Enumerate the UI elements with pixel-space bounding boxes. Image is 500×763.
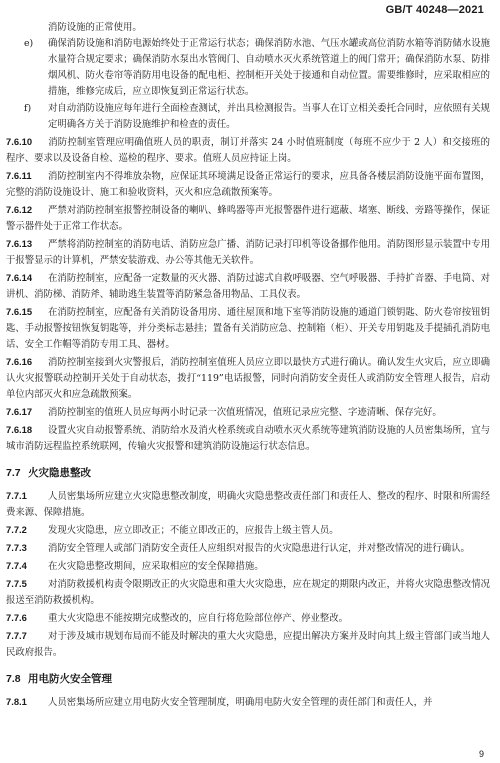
clause-text: 消防控制室的值班人员应每两小时记录一次值班情况，值班记录应完整、字迹清晰、保存完好。 xyxy=(48,407,442,418)
subitem-text: 对自动消防设施应每年进行全面检查测试，并出具检测报告。当事人在订立相关委托合同时，应依照有关规定明确各方关于消防设施维护和检查的责任。 xyxy=(48,103,490,130)
clause-text: 在消防控制室，应配备一定数量的灭火器、消防过滤式自救呼吸器、空气呼吸器、手持扩音器、手电筒、对讲机、消防梯、消防斧、辅助逃生装置等消防紧急备用物品、工具仪表。 xyxy=(6,273,490,300)
section-heading-7-7 xyxy=(6,465,490,480)
clause-text: 人员密集场所应建立用电防火安全管理制度，明确用电防火安全管理的责任部门和责任人，并 xyxy=(48,697,433,708)
clause-text: 消防安全管理人或部门消防安全责任人应组织对报告的火灾隐患进行认定，并对整改情况的进行确认。 xyxy=(48,543,470,554)
clause-paragraph xyxy=(6,354,490,403)
clause-text: 重大火灾隐患不能按期完成整改的，应自行将危险部位停产、停业整改。 xyxy=(48,613,349,624)
clause-text: 严禁对消防控制室报警控制设备的喇叭、蜂鸣器等声光报警器件进行遮蔽、堵塞、断线、旁路等操作，保证警示器件处于正常工作状态。 xyxy=(6,205,490,232)
clause-number: 7.6.11 xyxy=(6,170,32,181)
clause-paragraph xyxy=(6,270,490,303)
clause-number: 7.7.3 xyxy=(6,542,27,553)
clause-number: 7.7.5 xyxy=(6,578,27,589)
clause-number: 7.6.15 xyxy=(6,306,33,317)
subitem-f xyxy=(24,101,490,133)
clause-paragraph xyxy=(6,404,490,421)
clause-text: 发现火灾隐患，应立即改正；不能立即改正的，应报告上级主管人员。 xyxy=(48,525,339,536)
subitem-label: e) xyxy=(24,38,34,49)
clause-text: 人员密集场所应建立火灾隐患整改制度，明确火灾隐患整改责任部门和责任人、整改的程序、时限和所需经费来源、保障措施。 xyxy=(6,491,490,518)
clause-text: 严禁将消防控制室的消防电话、消防应急广播、消防记录打印机等设备挪作他用。消防图形显示装置中专用于报警显示的计算机，严禁安装游戏、办公等其他无关软件。 xyxy=(6,239,490,266)
subitem-text: 确保消防设施和消防电源始终处于正常运行状态；确保消防水池、气压水罐或高位消防水箱等消防储水设施水量符合规定要求；确保消防水泵出水管阀门、自动喷水灭火系统管道上的阀门常开；确保消防水泵、防排烟风机、防火卷帘等消防用电设备的配电柜、控制柜开关处于接通和自动位置。需要维修时，应采取相应的措施，维修完成后，应立即恢复到正常运行状态。 xyxy=(48,38,490,97)
clause-paragraph xyxy=(6,610,490,627)
clause-paragraph xyxy=(6,134,490,167)
subitem-label: f) xyxy=(24,103,32,114)
clause-paragraph xyxy=(6,236,490,269)
clause-text: 在消防控制室，应配备有关消防设备用房、通往屋顶和地下室等消防设施的通道门锁钥匙、防火卷帘按钮钥匙、手动报警按钮恢复钥匙等，并分类标志悬挂；置备有关消防应急、控制箱（柜）、开关专用钥匙及手提插孔消防电话、安全工作帽等消防专用工具、器材。 xyxy=(6,307,490,350)
section-title: 用电防火安全管理 xyxy=(28,673,112,685)
clause-number: 7.6.12 xyxy=(6,204,33,215)
page-number: 9 xyxy=(478,749,484,759)
clause-number: 7.7.6 xyxy=(6,612,27,623)
clause-paragraph xyxy=(6,558,490,575)
clause-number: 7.7.4 xyxy=(6,560,27,571)
section-number: 7.8 xyxy=(6,672,21,685)
document-body xyxy=(6,20,490,712)
continued-text: 消防设施的正常使用。 xyxy=(48,22,142,33)
clause-number: 7.6.17 xyxy=(6,406,33,417)
clause-number: 7.6.10 xyxy=(6,136,33,147)
section-number: 7.7 xyxy=(6,466,21,479)
clause-paragraph xyxy=(6,694,490,711)
clause-paragraph xyxy=(6,304,490,353)
clause-group-7-8 xyxy=(6,694,490,711)
clause-text: 消防控制室管理应明确值班人员的职责，制订并落实 24 小时值班制度（每班不应少于 2 人）和交接班的程序、要求以及设备自检、巡检的程序、要求。值班人员应持证上岗。 xyxy=(6,137,490,164)
clause-paragraph xyxy=(6,628,490,661)
clause-number: 7.7.1 xyxy=(6,490,27,501)
clause-paragraph xyxy=(6,540,490,557)
clause-number: 7.8.1 xyxy=(6,696,27,707)
clause-number: 7.6.13 xyxy=(6,238,33,249)
clause-number: 7.6.16 xyxy=(6,356,33,367)
clause-paragraph xyxy=(6,522,490,539)
clause-text: 在火灾隐患整改期间，应采取相应的安全保障措施。 xyxy=(48,561,264,572)
clause-text: 对于涉及城市规划布局而不能及时解决的重大火灾隐患，应提出解决方案并及时向其上级主管部门或当地人民政府报告。 xyxy=(6,631,490,658)
clause-number: 7.6.14 xyxy=(6,272,33,283)
clause-number: 7.7.7 xyxy=(6,630,27,641)
clause-group-7-7 xyxy=(6,488,490,661)
clause-paragraph xyxy=(6,488,490,521)
clause-paragraph xyxy=(6,202,490,235)
clause-paragraph xyxy=(6,168,490,201)
clause-text: 消防控制室内不得堆放杂物，应保证其环境满足设备正常运行的要求，应具备各楼层消防设施平面布置图，完整的消防设施设计、施工和验收资料，灭火和应急疏散预案等。 xyxy=(6,171,490,198)
standard-code-header: GB/T 40248—2021 xyxy=(385,4,484,16)
clause-paragraph xyxy=(6,422,490,455)
section-heading-7-8 xyxy=(6,671,490,686)
clause-number: 7.6.18 xyxy=(6,424,33,435)
clause-text: 设置火灾自动报警系统、消防给水及消火栓系统或自动喷水灭火系统等建筑消防设施的人员密集场所，宜与城市消防远程监控系统联网，传输火灾报警和建筑消防设施运行状态信息。 xyxy=(6,425,490,452)
clause-text: 消防控制室接到火灾警报后，消防控制室值班人员应立即以最快方式进行确认。确认发生火灾后，应立即确认火灾报警联动控制开关处于自动状态，拨打“119”电话报警，同时向消防安全责任人或消防安全管理人报告，启动单位内部灭火和应急疏散预案。 xyxy=(6,357,490,400)
clause-group-7-6 xyxy=(6,134,490,455)
subitem-e xyxy=(24,36,490,100)
clause-text: 对消防救援机构责令限期改正的火灾隐患和重大火灾隐患，应在规定的期限内改正，并将火灾隐患整改情况报送至消防救援机构。 xyxy=(6,579,490,606)
section-title: 火灾隐患整改 xyxy=(28,467,91,479)
clause-paragraph xyxy=(6,576,490,609)
clause-number: 7.7.2 xyxy=(6,524,27,535)
